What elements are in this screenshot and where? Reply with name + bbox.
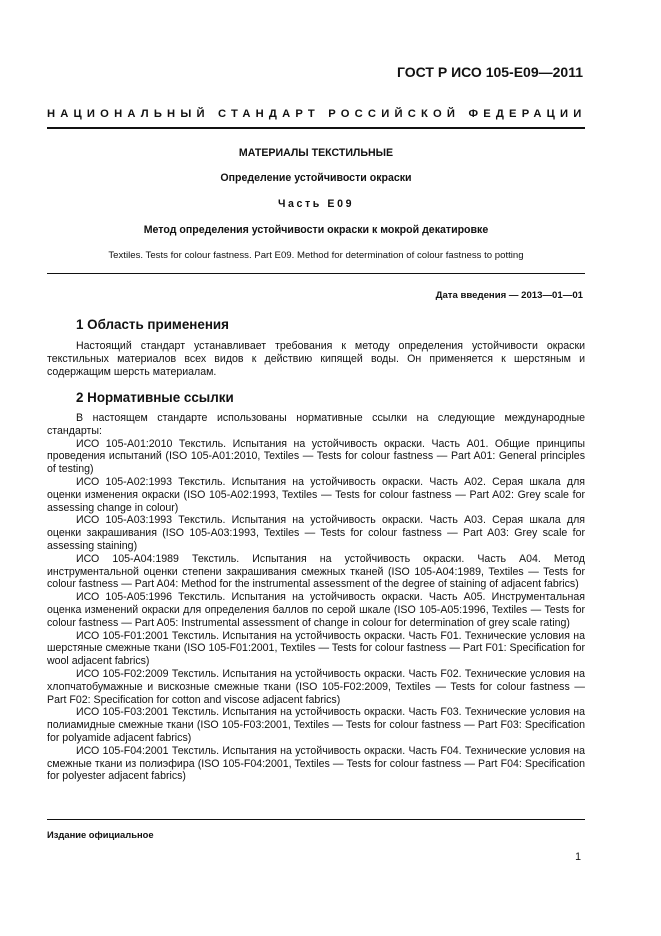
section-1-text: Настоящий стандарт устанавливает требования к методу определения устойчивости окраски текстильных материалов всех видов к действию кипящей воды. Он применяется к шерстяным и содержащим шерсть материалам. xyxy=(47,340,585,378)
section-2-intro: В настоящем стандарте использованы нормативные ссылки на следующие международные стандарты: xyxy=(47,412,585,437)
title-part: Часть E09 xyxy=(277,198,355,210)
reference-item: ИСО 105-F03:2001 Текстиль. Испытания на устойчивость окраски. Часть F03. Технические условия на полиамидные смежные ткани (ISO 105-F03:2001, Textiles — Tests for colour fastness — Part F03: Specification for polyamide adjacent fabrics) xyxy=(47,706,585,744)
national-standard-banner: НАЦИОНАЛЬНЫЙ СТАНДАРТ РОССИЙСКОЙ ФЕДЕРАЦИИ xyxy=(47,108,587,120)
reference-item: ИСО 105-A05:1996 Текстиль. Испытания на устойчивость окраски. Часть A05. Инструментальная оценка изменений окраски для определения баллов по серой шкале (ISO 105-A05:1996, Textiles — Tests for colour fastness — Part A05: Instrumental assessment of change in colour for determination of grey scale rating) xyxy=(47,591,585,629)
reference-item: ИСО 105-F04:2001 Текстиль. Испытания на устойчивость окраски. Часть F04. Технические условия на смежные ткани из полиэфира (ISO 105-F04:2001, Textiles — Tests for colour fastness — Part F04: Specification for polyester adjacent fabrics) xyxy=(47,744,585,783)
header-rule xyxy=(47,127,585,129)
title-line-1: МАТЕРИАЛЫ ТЕКСТИЛЬНЫЕ xyxy=(238,147,394,159)
page-number: 1 xyxy=(575,851,581,863)
section-2-heading: 2 Нормативные ссылки xyxy=(76,390,234,405)
reference-item: ИСО 105-F01:2001 Текстиль. Испытания на устойчивость окраски. Часть F01. Технические условия на шерстяные смежные ткани (ISO 105-F01:2001, Textiles — Tests for colour fastness — Part F01: Specification for wool adjacent fabrics) xyxy=(47,629,585,668)
reference-item: ИСО 105-A01:2010 Текстиль. Испытания на устойчивость окраски. Часть A01. Общие принципы проведения испытаний (ISO 105-A01:2010, Textiles — Tests for colour fastness — Part A01: General principles of testing) xyxy=(47,437,585,476)
section-1-heading: 1 Область применения xyxy=(76,317,229,332)
reference-item: ИСО 105-A04:1989 Текстиль. Испытания на устойчивость окраски. Часть A04. Метод инструментальной оценки степени закрашивания смежных тканей (ISO 105-A04:1989, Textiles — Tests for colour fastness — Part A04: Method for the instrumental assessment of the degree of staining of adjacent fabrics) xyxy=(47,552,585,591)
title-rule xyxy=(47,273,585,274)
reference-item: ИСО 105-A02:1993 Текстиль. Испытания на устойчивость окраски. Часть A02. Серая шкала для оценки изменения окраски (ISO 105-A02:1993, Textiles — Tests for colour fastness — Part A02: Grey scale for assessing change in colour) xyxy=(47,475,585,514)
reference-item: ИСО 105-A03:1993 Текстиль. Испытания на устойчивость окраски. Часть A03. Серая шкала для оценки закрашивания (ISO 105-A03:1993, Textiles — Tests for colour fastness — Part A03: Grey scale for assessing staining) xyxy=(47,514,585,552)
english-title: Textiles. Tests for colour fastness. Part E09. Method for determination of colour fastness to potting xyxy=(108,250,524,261)
section-1-body xyxy=(47,340,585,378)
effective-date: Дата введения — 2013—01—01 xyxy=(435,290,583,301)
official-edition-label: Издание официальное xyxy=(47,829,154,840)
footer-rule xyxy=(47,819,585,820)
title-line-2: Определение устойчивости окраски xyxy=(220,172,412,184)
title-line-4: Метод определения устойчивости окраски к мокрой декатировке xyxy=(143,224,489,236)
document-code: ГОСТ Р ИСО 105-E09—2011 xyxy=(397,64,583,80)
section-2-body xyxy=(47,412,585,783)
reference-item: ИСО 105-F02:2009 Текстиль. Испытания на устойчивость окраски. Часть F02. Технические условия на хлопчатобумажные и вискозные смежные ткани (ISO 105-F02:2009, Textiles — Tests for colour fastness — Part F02: Specification for cotton and viscose adjacent fabrics) xyxy=(47,667,585,706)
